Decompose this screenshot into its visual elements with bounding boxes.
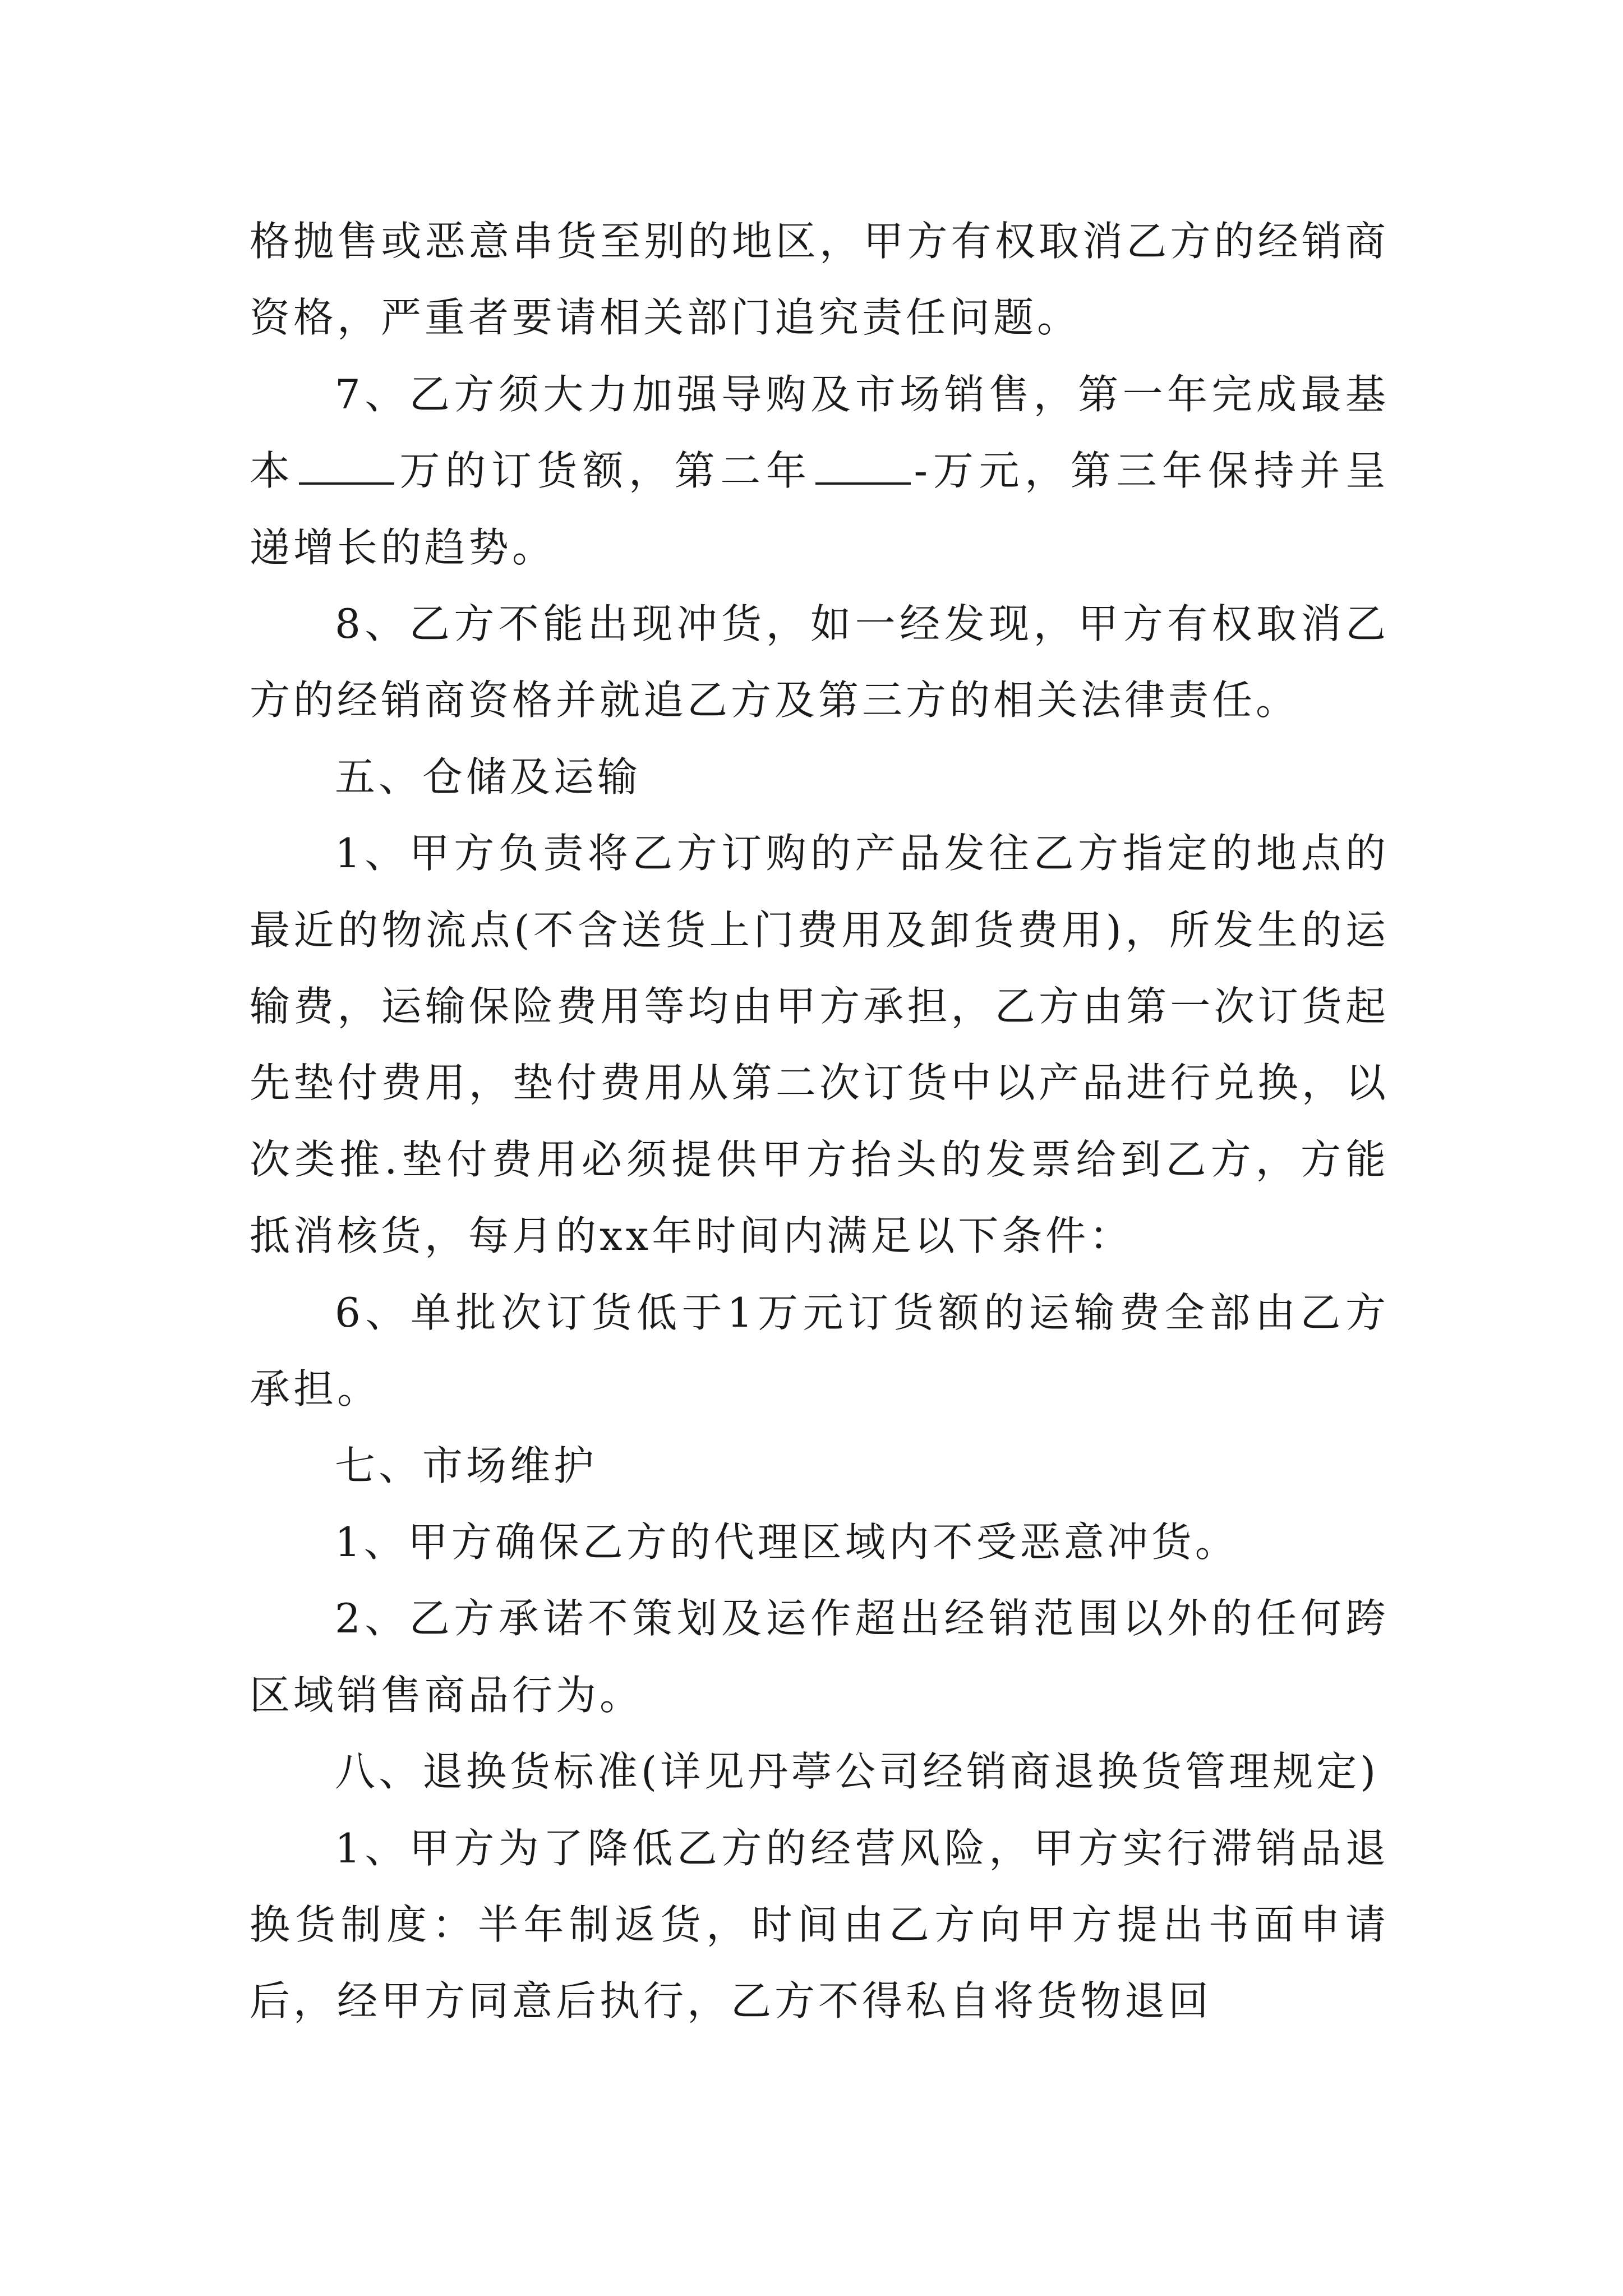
- clause-7-2-commitment: 2、乙方承诺不策划及运作超出经销范围以外的任何跨区域销售商品行为。: [250, 1595, 1389, 1719]
- clause-7-1-territory: 1、甲方确保乙方的代理区域内不受恶意冲货。: [335, 1518, 1239, 1566]
- document-body: [250, 203, 1389, 2040]
- clause-7-text-middle: 万的订货额，第二年: [397, 447, 812, 495]
- section-heading-storage-transport: 五、仓储及运输: [335, 753, 642, 800]
- blank-first-year-amount: [299, 449, 394, 485]
- clause-6-freight: 6、单批次订货低于1万元订货额的运输费全部由乙方承担。: [250, 1289, 1389, 1413]
- blank-second-year-amount: [815, 449, 911, 485]
- clause-7-text-start: 7、乙方须大力加强导购及市场销售，第一年完成最基本: [250, 370, 1389, 495]
- clause-8-no-cross-selling: 8、乙方不能出现冲货，如一经发现，甲方有权取消乙方的经销商资格并就追乙方及第三方的相关法律责任。: [250, 600, 1389, 724]
- paragraph-continued: 格抛售或恶意串货至别的地区，甲方有权取消乙方的经销商资格，严重者要请相关部门追究责任问题。: [250, 218, 1389, 342]
- section-heading-returns: 八、退换货标准(详见丹葶公司经销商退换货管理规定): [335, 1748, 1380, 1796]
- clause-7-sales-target: [250, 356, 1389, 586]
- section-heading-market-maintenance: 七、市场维护: [335, 1442, 598, 1489]
- clause-8-1-returns-policy: 1、甲方为了降低乙方的经营风险，甲方实行滞销品退换货制度：半年制返货，时间由乙方向甲方提出书面申请后，经甲方同意后执行，乙方不得私自将货物退回: [250, 1824, 1389, 2025]
- clause-7-text-end: -万元，第三年保持并呈递增长的趋势。: [250, 447, 1389, 571]
- clause-5-1-shipping: 1、甲方负责将乙方订购的产品发往乙方指定的地点的最近的物流点(不含送货上门费用及卸货费用)，所发生的运输费，运输保险费用等均由甲方承担，乙方由第一次订货起先垫付费用，垫付费用从第二次订货中以产品进行兑换，以次类推.垫付费用必须提供甲方抬头的发票给到乙方，方能抵消核货，每月的xx年时间内满足以下条件：: [250, 830, 1389, 1260]
